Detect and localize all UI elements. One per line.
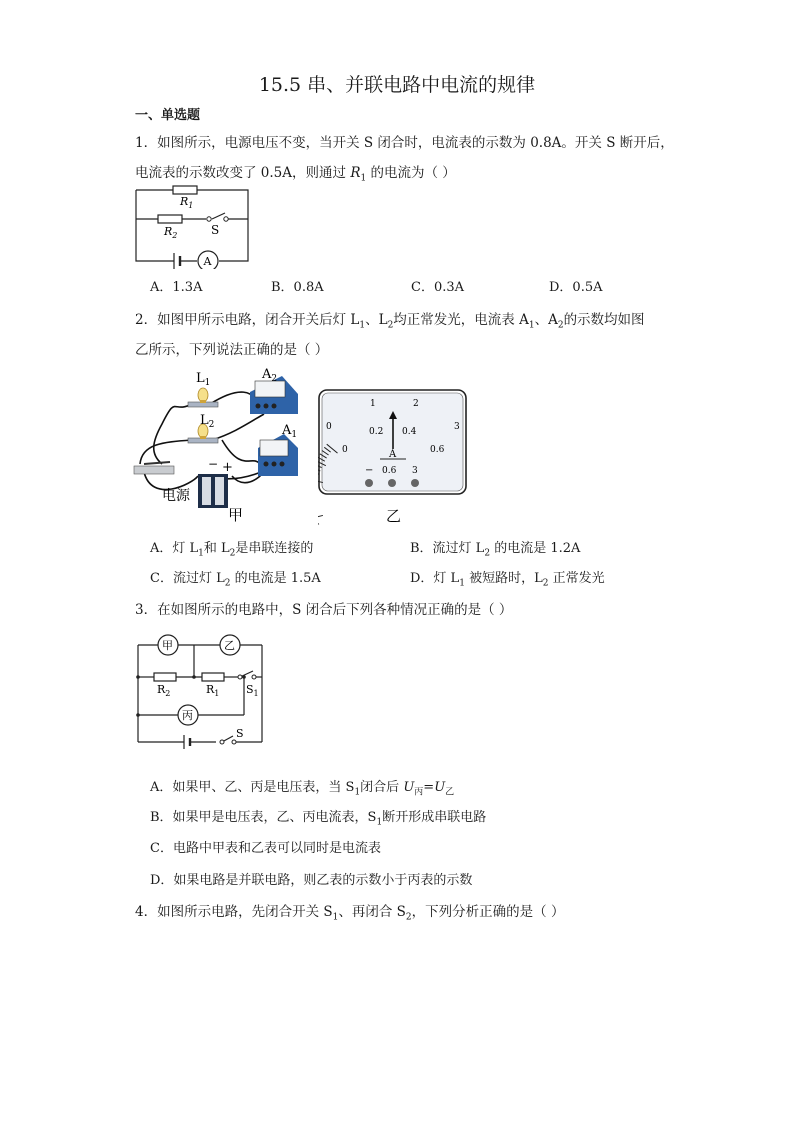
svg-text:R1: $R_1$	[180, 195, 194, 210]
svg-text:0.6: 0.6	[382, 466, 397, 476]
section-heading: 一、单选题	[135, 108, 201, 123]
q2-stem-line2: 乙所示，下列说法正确的是（ ）	[135, 342, 329, 358]
q1-option-d[interactable]: D．0.5A	[549, 280, 603, 295]
dial-lower-2: 0.4	[402, 427, 417, 437]
q3-circuit-diagram	[134, 631, 276, 751]
dial-upper-2: 2	[413, 399, 419, 409]
q1-option-c[interactable]: C．0.3A	[411, 280, 465, 295]
svg-text:R2: $R_2$	[164, 225, 178, 240]
q2-option-b[interactable]: B．流过灯 $L_2$ 的电流是 1.2A	[410, 541, 581, 559]
dial-upper-0: 0	[326, 422, 332, 432]
svg-text:+: +	[222, 460, 233, 475]
q1-circuit-diagram	[133, 183, 257, 269]
svg-text:A2: $A_2$	[262, 367, 278, 384]
dial-lower-3: 0.6	[430, 445, 445, 455]
q3-option-c[interactable]: C．电路中甲表和乙表可以同时是电流表	[150, 841, 381, 856]
r1-resistor	[173, 186, 197, 194]
svg-text:R2: $R_2$	[157, 683, 171, 698]
resistor-r2	[154, 673, 176, 681]
resistor-r1	[202, 673, 224, 681]
svg-text:甲: 甲	[162, 639, 173, 652]
dial-lower-0: 0	[342, 445, 348, 455]
svg-text:丙: 丙	[182, 709, 193, 722]
q4-stem: 4．如图所示电路，先闭合开关 $S_1$、再闭合 $S_2$，下列分析正确的是（ ）	[135, 904, 565, 923]
q1-stem-line2: 电流表的示数改变了 0.5A，则通过 $R_1$ 的电流为（ ）	[135, 165, 456, 184]
lamp-l1	[188, 388, 218, 407]
svg-text:R1: $R_1$	[206, 683, 220, 698]
dial-upper-3: 3	[454, 422, 460, 432]
svg-text:−: −	[208, 457, 219, 471]
q1-option-a[interactable]: A．1.3A	[150, 280, 203, 295]
dial-upper-1: 1	[370, 399, 376, 409]
power-source-label: 电源	[162, 488, 190, 504]
svg-text:−: −	[365, 465, 374, 476]
svg-text:A1: $A_1$	[282, 423, 298, 440]
battery-pack	[198, 474, 228, 508]
dial-tick	[318, 515, 323, 518]
q2-option-c[interactable]: C．流过灯 $L_2$ 的电流是 1.5A	[150, 571, 321, 589]
figure-caption-yi: 乙	[386, 507, 402, 525]
svg-text:3: 3	[412, 466, 418, 476]
ammeter-a1	[258, 434, 298, 476]
page-title: 15.5 串、并联电路中电流的规律	[258, 74, 536, 96]
q1-option-b[interactable]: B．0.8A	[271, 280, 324, 295]
svg-text:A: A	[389, 449, 397, 460]
dial-lower-1: 0.2	[369, 427, 384, 437]
r2-resistor	[158, 215, 182, 223]
q2-figure-jia	[132, 364, 310, 524]
svg-text:L1: $L_1$	[196, 371, 211, 388]
q2-option-d[interactable]: D．灯 $L_1$ 被短路时，$L_2$ 正常发光	[410, 571, 605, 589]
figure-caption-jia: 甲	[228, 506, 244, 524]
svg-text:S: S	[236, 727, 244, 740]
ammeter-label: A	[203, 255, 212, 268]
q3-stem: 3．在如图所示的电路中，S 闭合后下列各种情况正确的是（ ）	[135, 602, 513, 618]
svg-text:L2: $L_2$	[200, 413, 215, 430]
q1-stem-line1: 1．如图所示，电源电压不变，当开关 S 闭合时，电流表的示数为 0.8A。开关 S 断开后，	[135, 135, 674, 151]
q3-option-d[interactable]: D．如果电路是并联电路，则乙表的示数小于丙表的示数	[150, 873, 473, 888]
q2-stem-line1: 2．如图甲所示电路，闭合开关后灯 $L_1$、$L_2$均正常发光，电流表 $A_1$、$A_2$的示数均如图	[135, 312, 645, 331]
q3-option-b[interactable]: B．如果甲是电压表，乙、丙电流表，$S_1$断开形成串联电路	[150, 810, 487, 828]
svg-text:乙: 乙	[224, 639, 235, 652]
q2-option-a[interactable]: A．灯 $L_1$和 $L_2$是串联连接的	[150, 541, 314, 559]
svg-text:S1: $S_1$	[246, 683, 259, 698]
svg-text:S: S	[211, 223, 220, 237]
q3-option-a[interactable]: A．如果甲、乙、丙是电压表，当 $S_1$闭合后 $U_丙=U_乙$	[150, 780, 455, 798]
dial-tick	[318, 524, 319, 525]
q2-figure-yi-ammeter-dial	[318, 389, 468, 525]
